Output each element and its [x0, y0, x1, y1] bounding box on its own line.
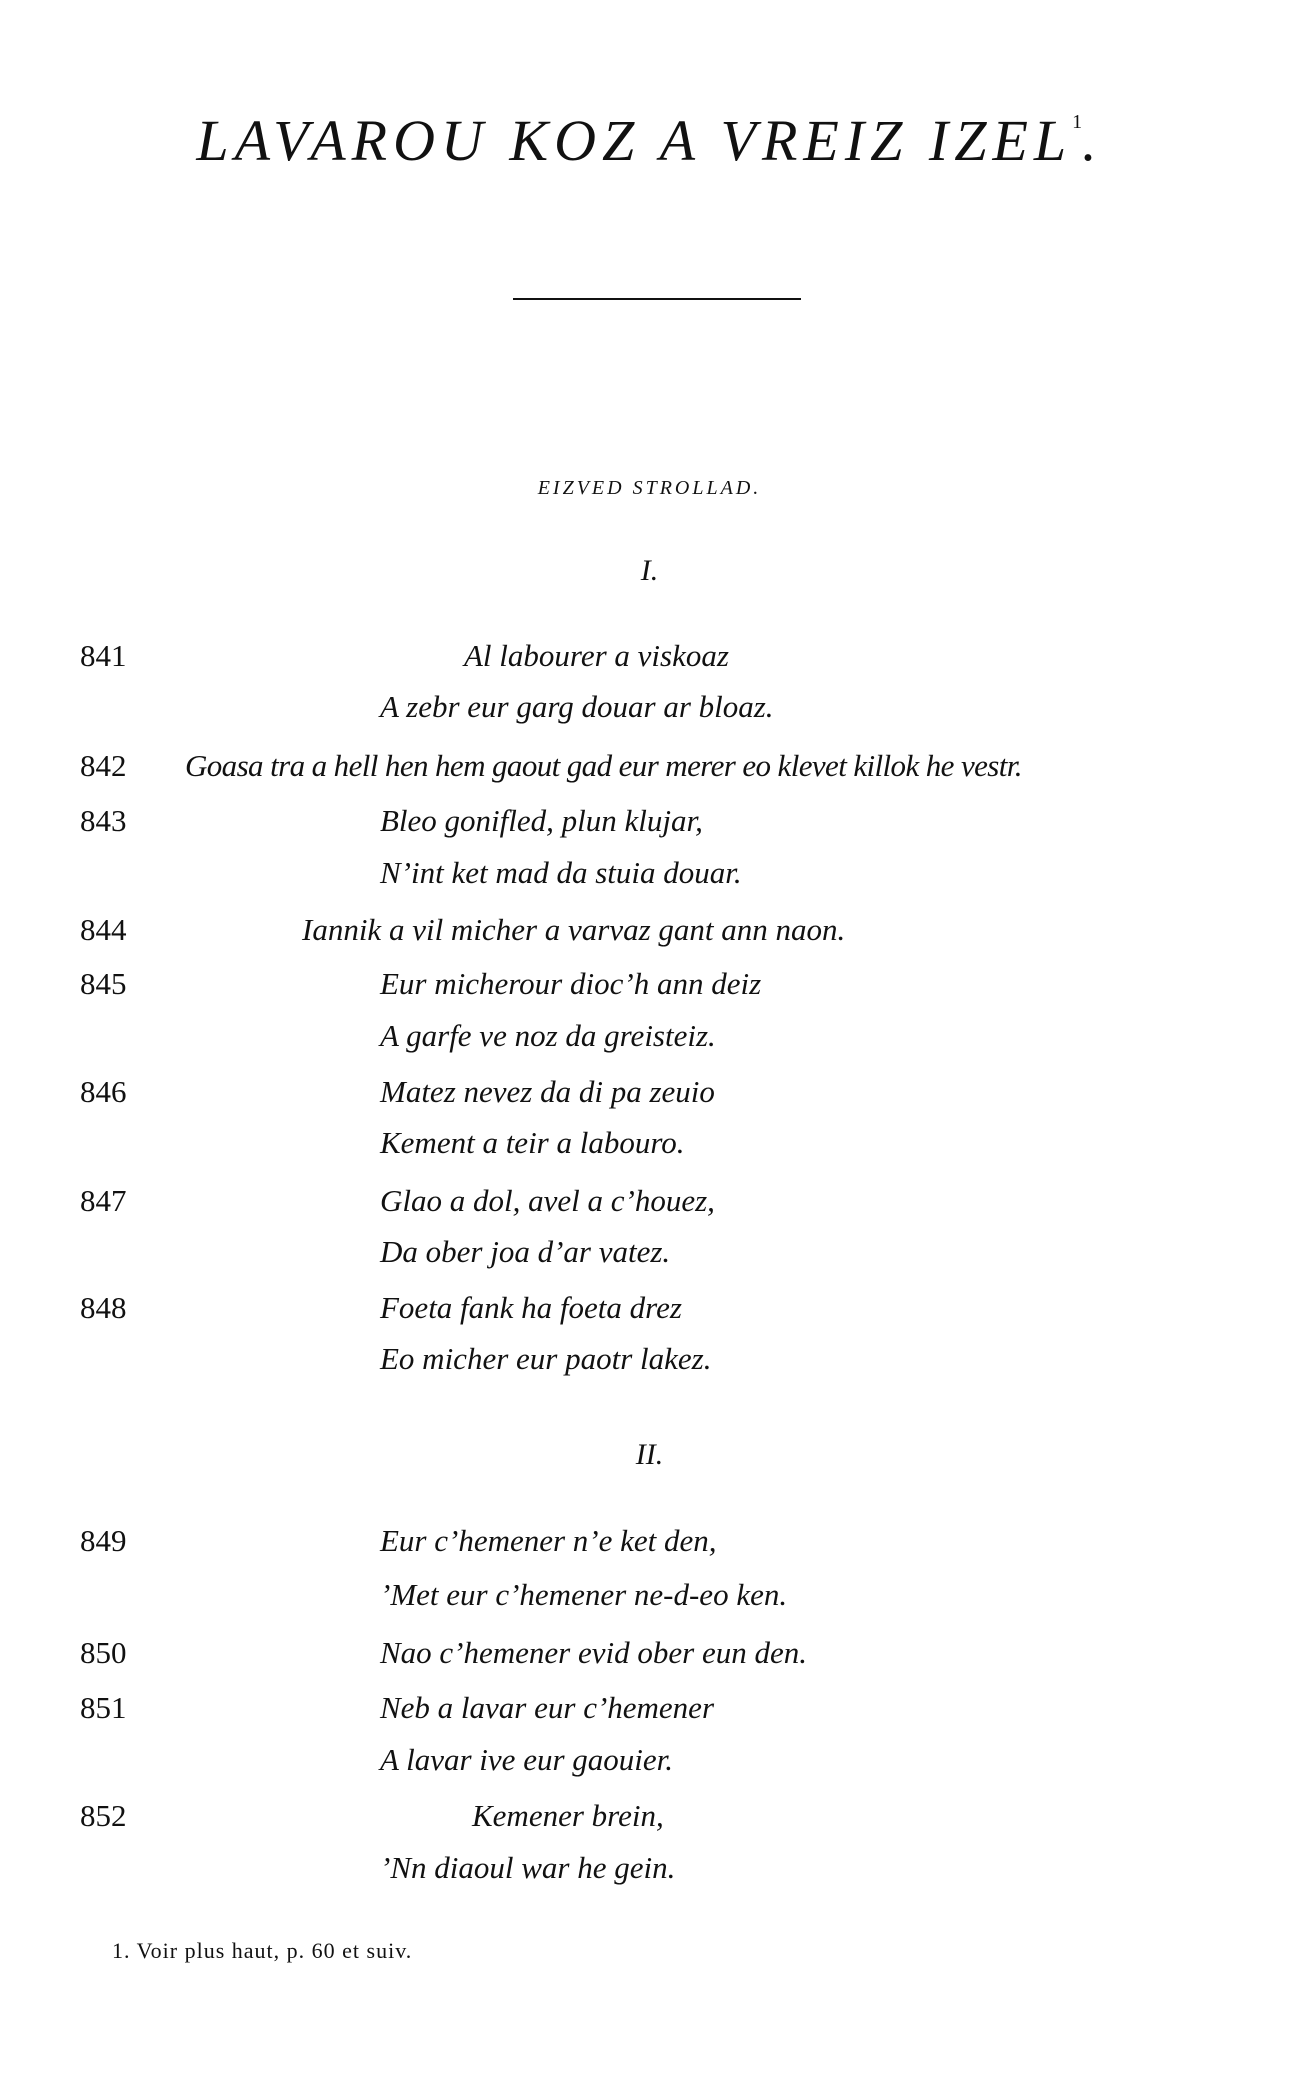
- part-heading: I.: [640, 554, 659, 587]
- proverb-number: 847: [80, 1183, 127, 1218]
- verse-line: A lavar ive eur gaouier.: [380, 1742, 674, 1777]
- verse-line: Eo micher eur paotr lakez.: [380, 1341, 712, 1376]
- proverb-number: 845: [80, 966, 127, 1001]
- verse-line: Da ober joa d’ar vatez.: [380, 1234, 671, 1269]
- verse-line: Eur micherour dioc’h ann deiz: [380, 966, 762, 1001]
- verse-line: Kement a teir a labouro.: [380, 1125, 685, 1160]
- proverb-number: 844: [80, 912, 127, 947]
- proverb-number: 843: [80, 803, 127, 838]
- proverb-number: 848: [80, 1290, 127, 1325]
- proverb-number: 849: [80, 1523, 127, 1558]
- title-text: LAVAROU KOZ A VREIZ IZEL: [196, 108, 1073, 173]
- verse-line: Eur c’hemener n’e ket den,: [380, 1523, 717, 1558]
- verse-line: A garfe ve noz da greisteiz.: [380, 1018, 716, 1053]
- verse-line: Glao a dol, avel a c’houez,: [380, 1183, 715, 1218]
- verse-line: Al labourer a viskoaz: [464, 638, 729, 673]
- verse-line: ’Nn diaoul war he gein.: [380, 1850, 676, 1885]
- footnote: 1. Voir plus haut, p. 60 et suiv.: [112, 1938, 413, 1963]
- proverb-number: 850: [80, 1635, 127, 1670]
- verse-line: Nao c’hemener evid ober eun den.: [380, 1635, 807, 1670]
- proverb-number: 841: [80, 638, 127, 673]
- verse-line: Kemener brein,: [472, 1798, 664, 1833]
- verse-line: N’int ket mad da stuia douar.: [380, 855, 742, 890]
- verse-line: Bleo gonifled, plun klujar,: [380, 803, 703, 838]
- section-heading: EIZVED STROLLAD.: [537, 477, 762, 499]
- verse-line: Goasa tra a hell hen hem gaout gad eur merer eo klevet killok he vestr.: [185, 748, 1022, 783]
- verse-line: Matez nevez da di pa zeuio: [380, 1074, 715, 1109]
- verse-line: Foeta fank ha foeta drez: [380, 1290, 682, 1325]
- part-heading: II.: [635, 1438, 664, 1471]
- footnote-ref: 1: [1072, 111, 1083, 133]
- verse-line: ’Met eur c’hemener ne-d-eo ken.: [380, 1577, 788, 1612]
- title-divider: [513, 298, 801, 300]
- page-title: LAVAROU KOZ A VREIZ IZEL$^1$.: [196, 108, 1103, 173]
- proverb-number: 851: [80, 1690, 127, 1725]
- verse-line: Neb a lavar eur c’hemener: [380, 1690, 715, 1725]
- proverb-number: 852: [80, 1798, 127, 1833]
- proverb-number: 842: [80, 748, 127, 783]
- verse-line: A zebr eur garg douar ar bloaz.: [380, 689, 774, 724]
- proverb-number: 846: [80, 1074, 127, 1109]
- verse-line: Iannik a vil micher a varvaz gant ann naon.: [302, 912, 846, 947]
